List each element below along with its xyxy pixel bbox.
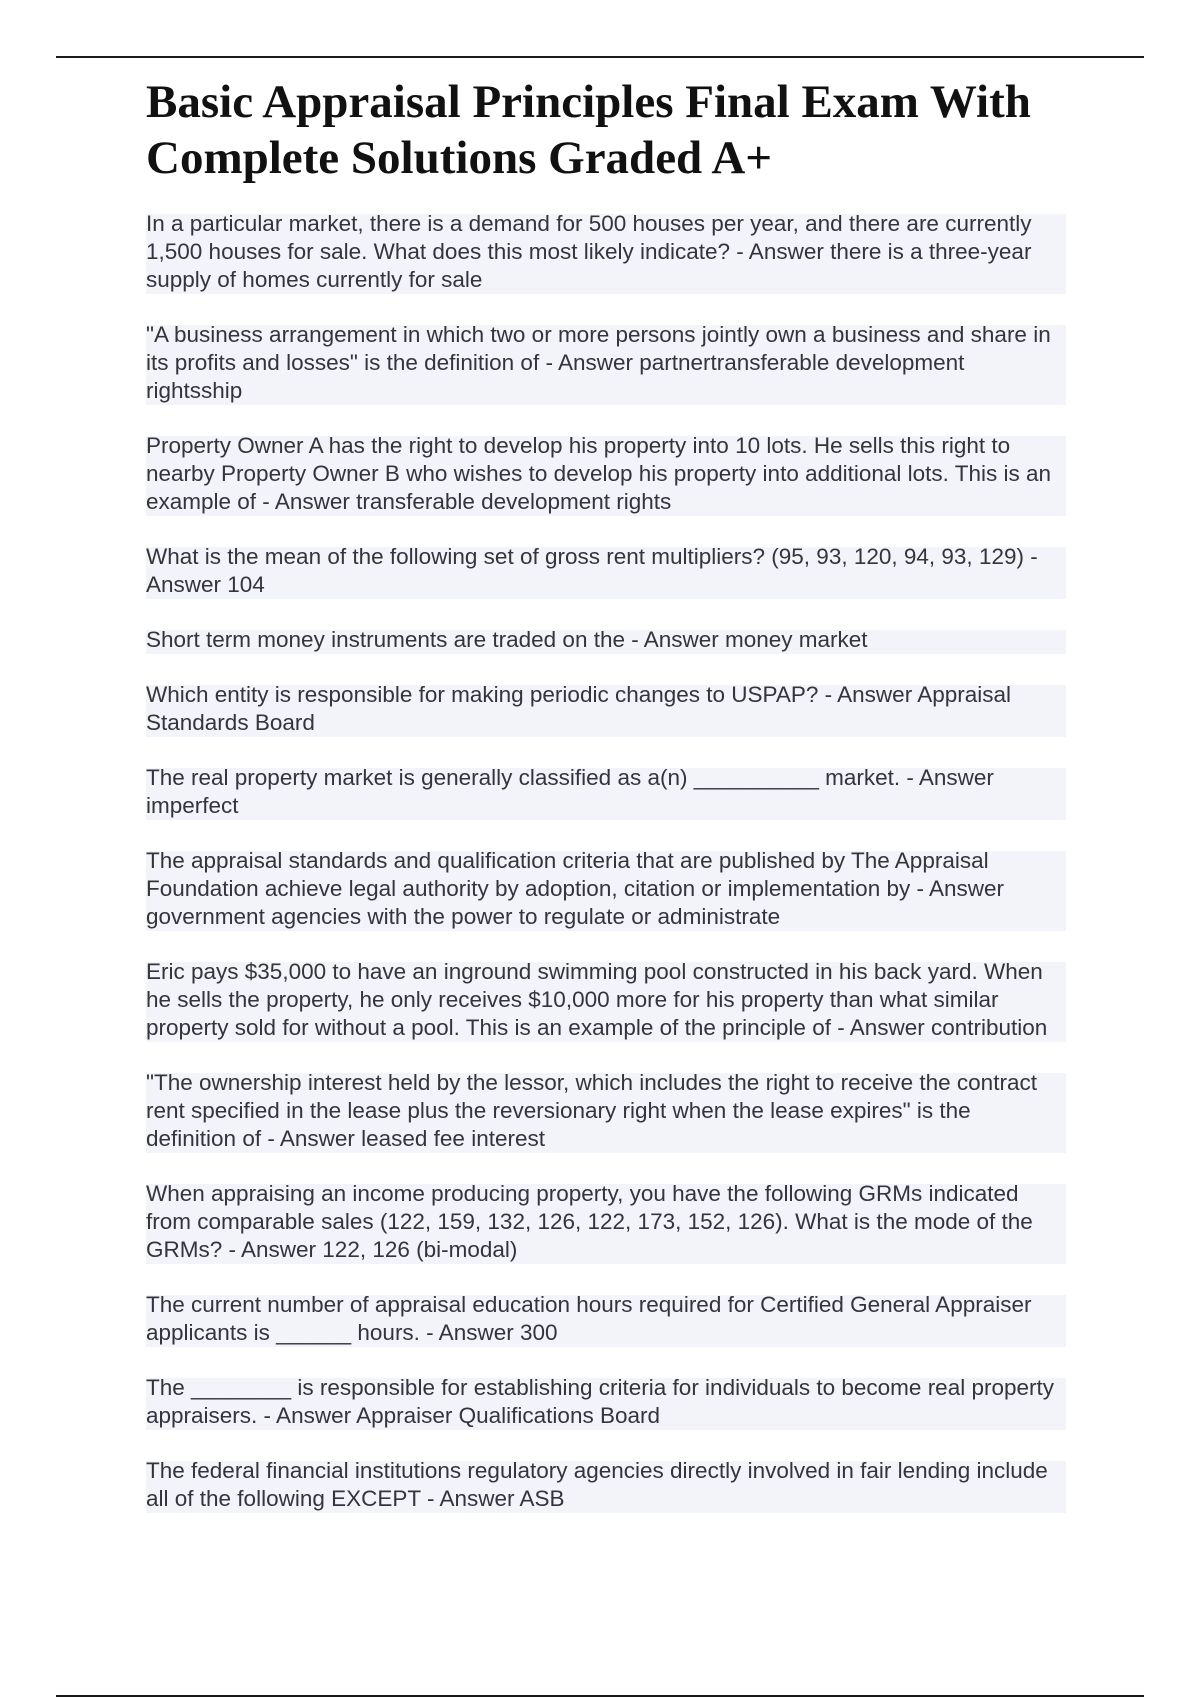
qa-list	[146, 210, 1066, 1513]
top-divider	[56, 56, 1144, 58]
qa-item-5: Short term money instruments are traded on the - Answer money market	[146, 626, 1066, 654]
qa-item-2: "A business arrangement in which two or more persons jointly own a business and share in its profits and losses" is the definition of - Answer partnertransferable development rightsship	[146, 321, 1066, 405]
document-title: Basic Appraisal Principles Final Exam With Complete Solutions Graded A+	[146, 76, 1031, 184]
qa-item-6: Which entity is responsible for making periodic changes to USPAP? - Answer Appraisal Standards Board	[146, 681, 1066, 737]
qa-item-10: "The ownership interest held by the lessor, which includes the right to receive the contract rent specified in the lease plus the reversionary right when the lease expires" is the definition of - Answer leased fee interest	[146, 1069, 1066, 1153]
qa-item-1: In a particular market, there is a demand for 500 houses per year, and there are currently 1,500 houses for sale. What does this most likely indicate? - Answer there is a three-year supply of homes currently for sale	[146, 210, 1066, 294]
bottom-divider	[56, 1695, 1144, 1697]
qa-item-14: The federal financial institutions regulatory agencies directly involved in fair lending include all of the following EXCEPT - Answer ASB	[146, 1457, 1066, 1513]
qa-item-7: The real property market is generally classified as a(n) __________ market. - Answer imperfect	[146, 764, 1066, 820]
document-page	[146, 74, 1066, 1540]
qa-item-4: What is the mean of the following set of gross rent multipliers? (95, 93, 120, 94, 93, 129) - Answer 104	[146, 543, 1066, 599]
qa-item-9: Eric pays $35,000 to have an inground swimming pool constructed in his back yard. When he sells the property, he only receives $10,000 more for his property than what similar property sold for without a pool. This is an example of the principle of - Answer contribution	[146, 958, 1066, 1042]
qa-item-12: The current number of appraisal education hours required for Certified General Appraiser applicants is ______ hours. - Answer 300	[146, 1291, 1066, 1347]
qa-item-11: When appraising an income producing property, you have the following GRMs indicated from comparable sales (122, 159, 132, 126, 122, 173, 152, 126). What is the mode of the GRMs? - Answer 122, 126 (bi-modal)	[146, 1180, 1066, 1264]
qa-item-8: The appraisal standards and qualification criteria that are published by The Appraisal Foundation achieve legal authority by adoption, citation or implementation by - Answer government agencies with the power to regulate or administrate	[146, 847, 1066, 931]
qa-item-13: The ________ is responsible for establishing criteria for individuals to become real property appraisers. - Answer Appraiser Qualifications Board	[146, 1374, 1066, 1430]
qa-item-3: Property Owner A has the right to develop his property into 10 lots. He sells this right to nearby Property Owner B who wishes to develop his property into additional lots. This is an example of - Answer transferable development rights	[146, 432, 1066, 516]
